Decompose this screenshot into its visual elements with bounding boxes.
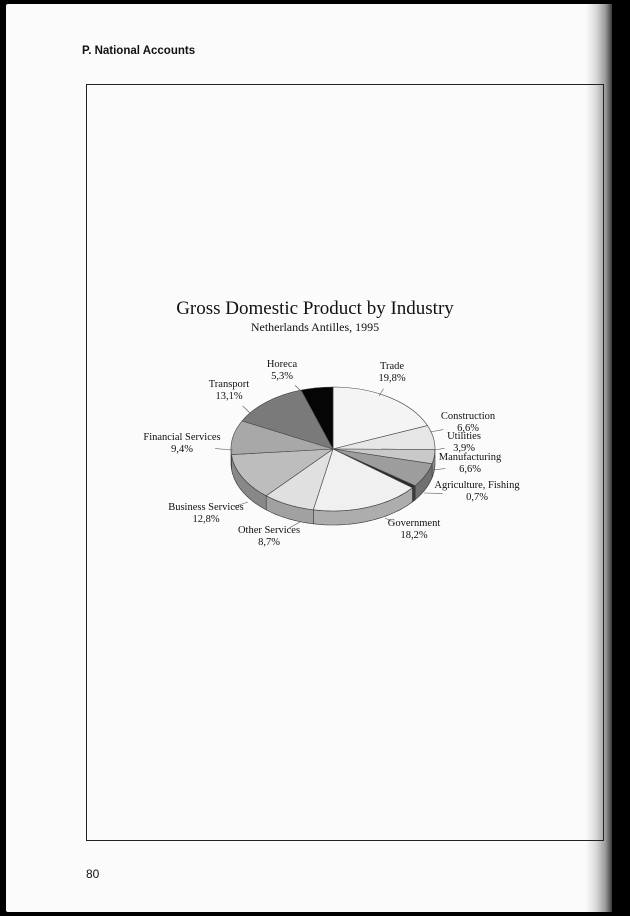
slice-label: Horeca [266,359,298,370]
running-header: P. National Accounts [82,45,196,57]
slice-value: 0,7% [466,492,488,503]
slice-label: Manufacturing [438,452,502,463]
page-number: 80 [86,867,100,881]
leader-line [243,406,250,413]
slice-value: 8,7% [258,537,280,548]
pie-slices [231,387,435,511]
chart-title: Gross Domestic Product by Industry [176,298,454,319]
slice-label: Financial Services [143,432,221,443]
slice-value: 18,2% [400,530,428,541]
slice-value: 3,9% [453,443,475,454]
slice-value: 9,4% [171,444,193,455]
slice-label: Trade [379,361,405,372]
pie-side-agriculture-fishing [413,486,416,502]
leader-line [430,430,443,432]
chart-subtitle: Netherlands Antilles, 1995 [250,320,380,334]
slice-value: 13,1% [215,391,243,402]
leader-line [215,449,233,450]
slice-label: Business Services [168,502,244,513]
slice-label: Construction [440,411,496,422]
slice-value: 6,6% [459,464,481,475]
slice-value: 19,8% [378,373,406,384]
slice-value: 12,8% [192,514,220,525]
slice-value: 6,6% [457,423,479,434]
slice-label: Government [387,518,441,529]
slice-label: Utilities [447,431,481,442]
slice-label: Other Services [237,525,301,536]
slice-label: Agriculture, Fishing [434,480,520,491]
slice-label: Transport [208,379,250,390]
slice-value: 5,3% [271,371,293,382]
leader-line [434,448,445,450]
